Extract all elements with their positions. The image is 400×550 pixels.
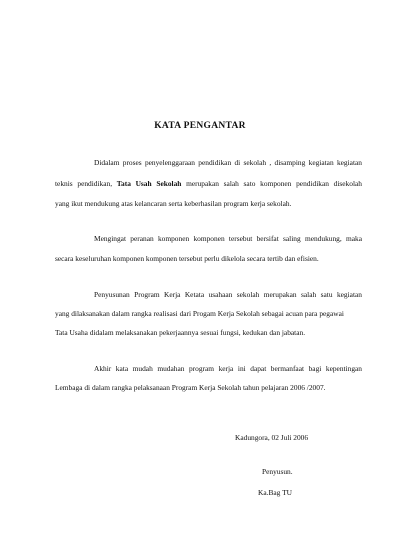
paragraph-3-line-3: Tata Usaha didalam melaksanakan pekerjaannya sesuai fungsi, kedukan dan jabatan. [55,328,306,337]
paragraph-3-line-2: yang dilaksanakan dalam rangka realisasi dari Progam Kerja Sekolah sebagai acuan para pegawai [55,309,344,318]
paragraph-4-line-2: Lembaga di dalam rangka pelaksanaan Program Kerja Sekolah tahun pelajaran 2006 /2007. [55,383,326,392]
signature-label: Penyusun. [262,467,293,476]
paragraph-2-line-2: secara keseluruhan komponen komponen tersebut perlu dikelola secara tertib dan efisien. [55,254,319,263]
page-title: KATA PENGANTAR [154,121,246,131]
p1-l2-bold: Tata Usah Sekolah [116,179,182,188]
p2-l1-text: Mengingat peranan komponen komponen tersebut bersifat saling mendukung, maka [94,234,362,243]
paragraph-4-line-1 [94,364,362,374]
paragraph-2-line-1 [94,234,362,244]
paragraph-3-line-1 [94,290,362,300]
place-date: Kadungora, 02 Juli 2006 [235,433,309,442]
paragraph-1-line-3: yang ikut mendukung atas kelancaran serta keberhasilan program kerja sekolah. [55,199,292,208]
p1-l2-pre: teknis pendidikan, [55,179,113,188]
signature-name: Ka.Bag TU [258,488,292,497]
p4-l1-text: Akhir kata mudah mudahan program kerja ini dapat bermanfaat bagi kepentingan [94,364,362,373]
paragraph-1-line-1 [94,158,362,168]
p1-l1-text: Didalam proses penyelenggaraan pendidikan di sekolah , disamping kegiatan kegiatan [94,158,362,167]
p1-l2-post: merupakan salah sato komponen pendidikan disekolah [186,179,362,188]
p3-l1-text: Penyusunan Program Kerja Ketata usahaan sekolah merupakan salah satu kegiatan [94,290,362,299]
paragraph-1-line-2 [55,179,362,189]
